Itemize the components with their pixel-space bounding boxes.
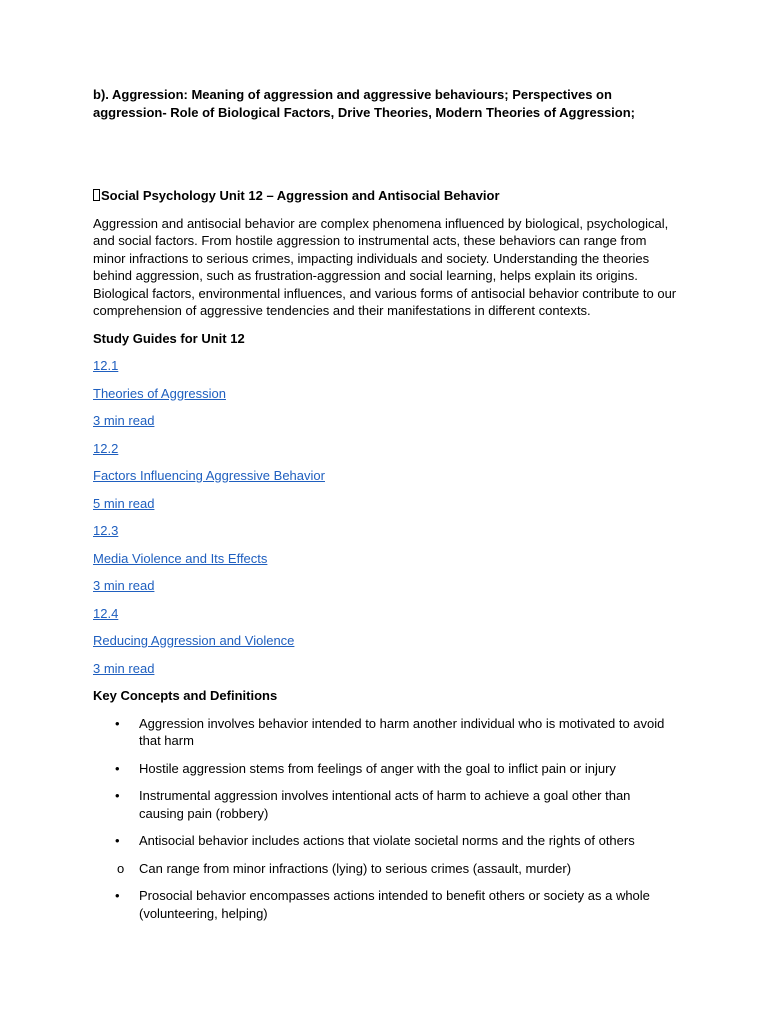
sub-list-item <box>93 860 678 878</box>
concept-text: Instrumental aggression involves intentional acts of harm to achieve a goal other than causing pain (robbery) <box>139 788 631 821</box>
guide-readtime-line <box>93 412 678 430</box>
guide-number-line <box>93 605 678 623</box>
bullet-icon: • <box>115 715 120 731</box>
sub-bullet-icon: o <box>117 860 125 876</box>
concept-text: Aggression involves behavior intended to harm another individual who is motivated to avoid that harm <box>139 715 665 748</box>
guide-title-line <box>93 385 678 403</box>
intro-paragraph: Aggression and antisocial behavior are complex phenomena influenced by biological, psychological, and social factors. From hostile aggression to instrumental acts, these behaviors can range from minor infractions to serious crimes, impacting individuals and society. Understanding the theories behind aggression, such as frustration-aggression and social learning, helps explain its origins. Biological factors, environmental influences, and various forms of antisocial behavior contribute to our comprehension of aggressive tendencies and their manifestations in different contexts. <box>93 215 677 318</box>
list-item <box>93 887 678 922</box>
study-guide-list <box>93 357 678 677</box>
guide-readtime-link[interactable]: 3 min read <box>93 660 155 676</box>
guide-number-link[interactable]: 12.4 <box>93 605 119 621</box>
list-item <box>93 760 678 778</box>
bullet-icon: • <box>115 833 120 848</box>
guide-readtime-line <box>93 495 678 513</box>
list-item <box>93 787 678 822</box>
concept-text: Prosocial behavior encompasses actions intended to benefit others or society as a whole (volunteering, helping) <box>139 888 650 921</box>
guide-number-line <box>93 522 678 540</box>
guide-readtime-link[interactable]: 5 min read <box>93 495 155 511</box>
guide-number-link[interactable]: 12.1 <box>93 358 119 373</box>
guide-readtime-link[interactable]: 3 min read <box>93 578 155 593</box>
list-item <box>93 715 678 750</box>
bullet-icon: • <box>115 760 120 776</box>
sub-list <box>117 860 678 878</box>
concept-text: Antisocial behavior includes actions that violate societal norms and the rights of others <box>139 833 635 848</box>
missing-glyph-icon <box>93 189 100 201</box>
guide-readtime-line <box>93 577 678 595</box>
guide-number-line <box>93 440 678 458</box>
section-heading: b). Aggression: Meaning of aggression and aggressive behaviours; Perspectives on aggression- Role of Biological Factors, Drive Theories, Modern Theories of Aggression; <box>93 87 636 120</box>
bullet-icon: • <box>115 788 120 803</box>
key-concepts-title: Key Concepts and Definitions <box>93 688 278 703</box>
guide-number-line <box>93 357 678 375</box>
guide-readtime-line <box>93 660 678 678</box>
unit-title <box>93 187 678 205</box>
list-item <box>93 832 678 877</box>
guide-number-link[interactable]: 12.2 <box>93 440 119 456</box>
unit-title-text: Social Psychology Unit 12 – Aggression and Antisocial Behavior <box>101 188 500 203</box>
key-concepts-list <box>93 715 678 923</box>
guide-title-line <box>93 550 678 568</box>
sub-concept-text: Can range from minor infractions (lying) to serious crimes (assault, murder) <box>139 860 572 876</box>
study-guides-title: Study Guides for Unit 12 <box>93 330 245 346</box>
guide-title-link[interactable]: Reducing Aggression and Violence <box>93 633 295 648</box>
guide-number-link[interactable]: 12.3 <box>93 523 119 538</box>
guide-title-link[interactable]: Theories of Aggression <box>93 385 226 401</box>
bullet-icon: • <box>115 888 120 903</box>
document-page <box>93 86 678 922</box>
guide-title-line <box>93 632 678 650</box>
concept-text: Hostile aggression stems from feelings of anger with the goal to inflict pain or injury <box>139 760 616 776</box>
guide-title-link[interactable]: Factors Influencing Aggressive Behavior <box>93 468 325 483</box>
guide-title-line <box>93 467 678 485</box>
guide-title-link[interactable]: Media Violence and Its Effects <box>93 550 268 566</box>
guide-readtime-link[interactable]: 3 min read <box>93 413 155 428</box>
